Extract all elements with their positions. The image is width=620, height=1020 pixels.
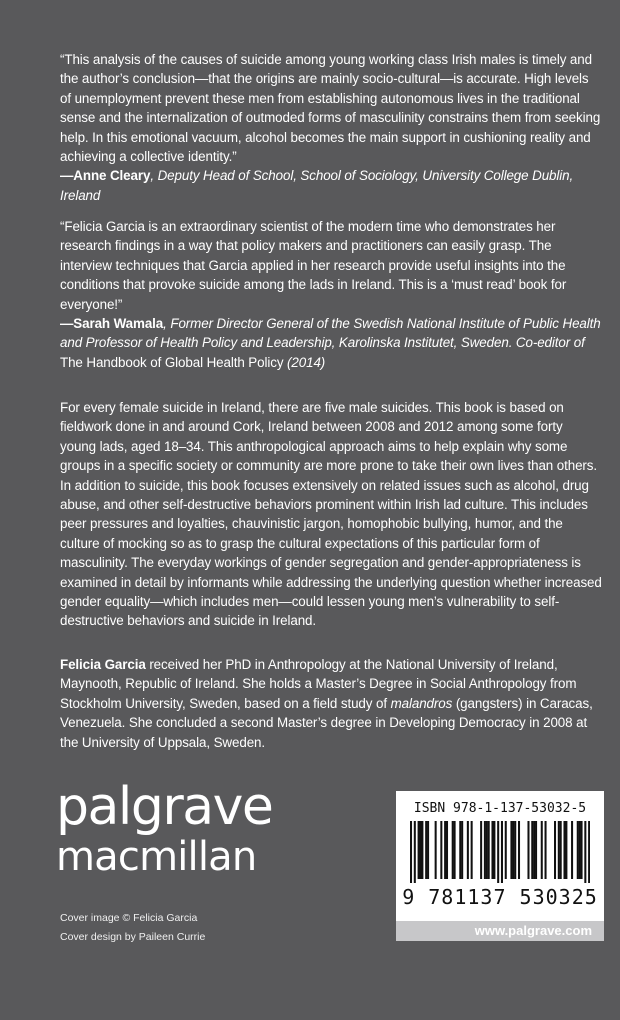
quote-attribution: [60, 166, 602, 205]
author-bio: [60, 655, 602, 752]
barcode-number: 9 781137 530325: [402, 885, 598, 909]
barcode-bar: [558, 821, 560, 879]
quote-affiliation: , Deputy Head of School, School of Sociology, University College Dublin, Ireland: [60, 168, 574, 203]
barcode-bar: [446, 821, 448, 879]
isbn-label: ISBN 978-1-137-53032-5: [413, 801, 587, 816]
logo-macmillan: macmillan: [56, 834, 257, 880]
barcode-bar: [510, 821, 512, 879]
book-year: (2014): [283, 354, 326, 370]
barcode-bar: [467, 821, 469, 879]
barcode-bar: [545, 821, 547, 879]
quote-author: —Sarah Wamala: [60, 316, 164, 332]
barcode-bar: [501, 821, 503, 883]
cover-design-credit: Cover design by Paileen Currie: [60, 931, 206, 943]
barcode-bar: [577, 821, 579, 879]
barcode-bar: [444, 821, 446, 879]
endorsement-quote-1: [60, 50, 602, 205]
description-text: For every female suicide in Ireland, there are five male suicides. This book is based on fieldwork done in and around Cork, Ireland between 2008 and 2012 among some forty young lads, aged 18–34. This anthropological approach aims to help explain why some groups in a specific society or community are more prone to take their own lives than others. In addition to suicide, this book focuses extensively on related issues such as alcohol, drug abuse, and other self-destructive behaviors prominent within Irish lad culture. This includes peer pressures and loyalties, chauvinistic jargon, homophobic bullying, humor, and the culture of mocking so as to grasp the cultural expectations of this particular form of masculinity. The everyday workings of gender segregation and gender-appropriateness is examined in detail by informants while addressing the underlying question whether increased gender equality—which includes men—could lessen young men’s vulnerability to self-destructive behaviors and suicide in Ireland.: [60, 400, 602, 629]
barcode-bar: [563, 821, 565, 879]
barcode-bar: [427, 821, 429, 879]
barcode-bar: [535, 821, 537, 879]
barcode-bar: [541, 821, 543, 879]
barcode-bar: [440, 821, 442, 879]
barcode-bar: [461, 821, 463, 879]
barcode-bar: [533, 821, 535, 879]
barcode-bar: [410, 821, 412, 883]
bio-italic-term: malandros: [390, 695, 453, 711]
barcode-bar: [571, 821, 573, 879]
quote-affiliation: , Former Director General of the Swedish National Institute of Public Health and Professor of Health Policy and Leadership, Karolinska Institutet, Sweden. Co-editor of: [60, 316, 601, 351]
quote-text: “Felicia Garcia is an extraordinary scientist of the modern time who demonstrates her research findings in a way that policy makers and practitioners can easily grasp. The interview techniques that Garcia applied in her research provide useful insights into the conditions that provoke suicide among the lads in Ireland. This is a ‘must read’ book for everyone!”: [60, 219, 567, 312]
barcode-bar: [493, 821, 495, 879]
barcode-bar: [421, 821, 423, 879]
barcode-bar: [484, 821, 486, 879]
barcode-bar: [452, 821, 454, 879]
barcode-bar: [491, 821, 493, 879]
endorsement-quote-2: [60, 217, 602, 372]
barcode-bar: [512, 821, 514, 879]
isbn-barcode: [396, 791, 604, 921]
barcode-bar: [486, 821, 488, 879]
barcode-bar: [584, 821, 586, 883]
barcode-bar: [554, 821, 556, 879]
book-title: The Handbook of Global Health Policy: [60, 354, 284, 370]
publisher-logo: [56, 778, 296, 878]
barcode-bar: [560, 821, 562, 879]
cover-image-credit: Cover image © Felicia Garcia: [60, 912, 198, 924]
barcode-bars: [410, 821, 590, 883]
barcode-bar: [518, 821, 520, 879]
quote-attribution: [60, 314, 602, 372]
barcode-bar: [425, 821, 427, 879]
barcode-bar: [454, 821, 456, 879]
barcode-bar: [419, 821, 421, 879]
barcode-bar: [527, 821, 529, 879]
author-name: Felicia Garcia: [60, 657, 146, 672]
barcode-bar: [581, 821, 583, 879]
book-description: [60, 398, 602, 631]
barcode-bar: [414, 821, 416, 883]
barcode-bar: [418, 821, 420, 879]
barcode-bar: [565, 821, 567, 879]
logo-palgrave: palgrave: [56, 777, 273, 837]
barcode-bar: [488, 821, 490, 879]
barcode-bar: [471, 821, 473, 879]
bio-text: received her PhD in Anthropology at the National University of Ireland, Maynooth, Republic of Ireland. She holds a Master’s Degree in Social Anthropology from Stockholm University, Sweden, based on a field study of: [60, 657, 577, 711]
quote-text: “This analysis of the causes of suicide among young working class Irish males is timely and the author’s conclusion—that the origins are mainly socio-cultural—is accurate. High levels of unemployment prevent these men from establishing autonomous lives in the traditional sense and the internalization of outmoded forms of masculinity constrains them from seeking help. In this emotional vacuum, alcohol becomes the main support in cushioning reality and achieving a collective identity.”: [60, 52, 601, 165]
barcode-bar: [514, 821, 516, 879]
barcode-bar: [497, 821, 499, 883]
barcode-bar: [588, 821, 590, 883]
barcode-bar: [579, 821, 581, 879]
bio-text-end: (gangsters) in Caracas, Venezuela. She concluded a second Master’s degree in Developing Democracy in 2008 at the University of Uppsala, Sweden.: [60, 695, 593, 750]
barcode-bar: [480, 821, 482, 879]
barcode-bar: [531, 821, 533, 879]
quote-author: —Anne Cleary: [60, 168, 151, 184]
barcode-bar: [459, 821, 461, 879]
publisher-website: www.palgrave.com: [396, 921, 604, 941]
barcode-bar: [435, 821, 437, 879]
barcode-bar: [505, 821, 507, 879]
